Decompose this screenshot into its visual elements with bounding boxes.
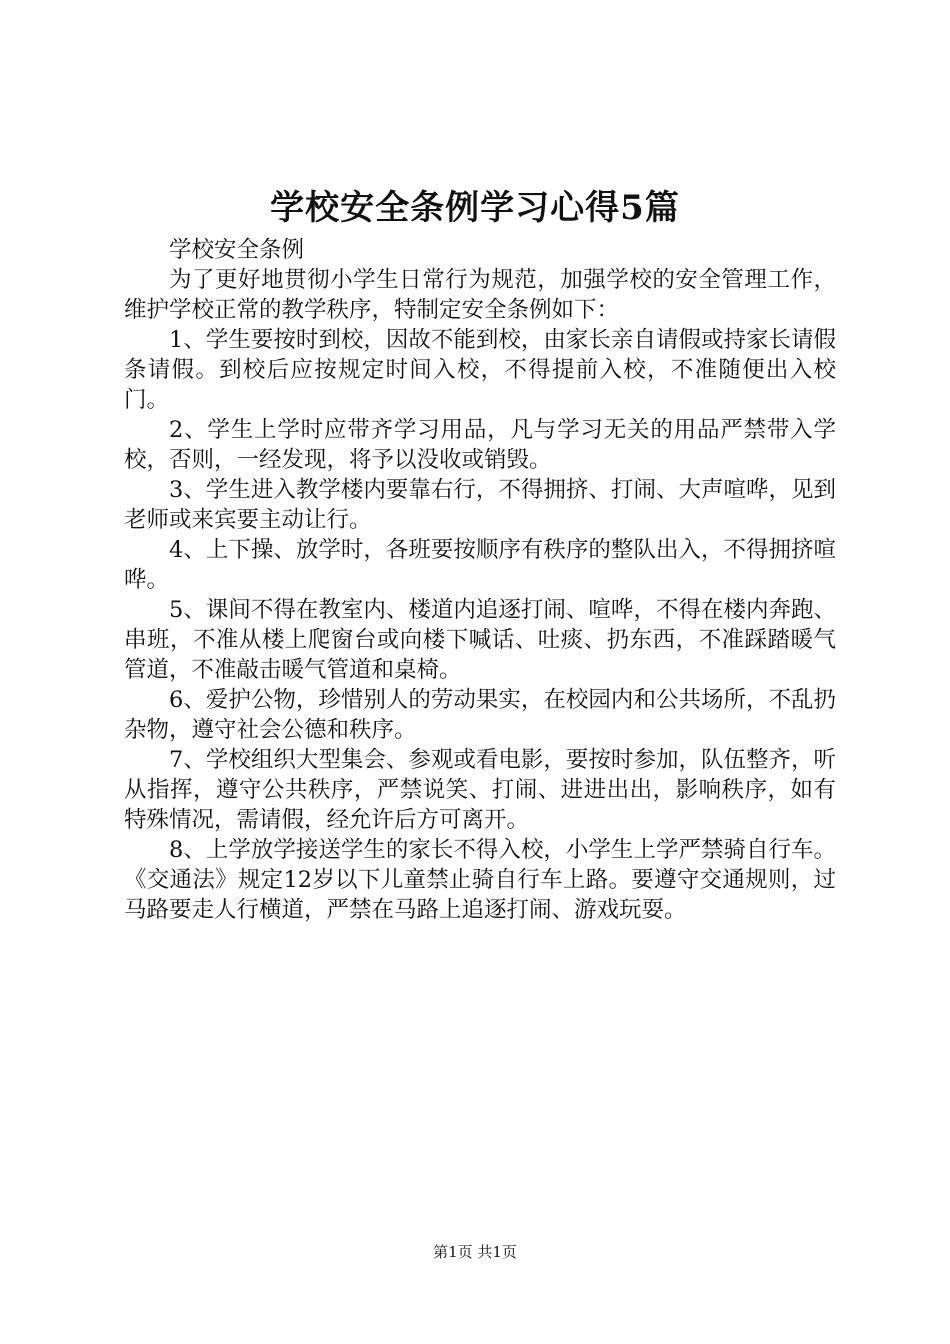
paragraph-rule-8: 8、上学放学接送学生的家长不得入校，小学生上学严禁骑自行车。《交通法》规定12岁以下儿童禁止骑自行车上路。要遵守交通规则，过马路要走人行横道，严禁在马路上追逐打闹、游戏玩耍。 (124, 837, 836, 923)
paragraph-rule-1: 1、学生要按时到校，因故不能到校，由家长亲自请假或持家长请假条请假。到校后应按规定时间入校，不得提前入校，不准随便出入校门。 (124, 327, 836, 413)
document-title: 学校安全条例学习心得5篇 (270, 188, 680, 228)
paragraph-rule-3: 3、学生进入教学楼内要靠右行，不得拥挤、打闹、大声喧哗，见到老师或来宾要主动让行。 (124, 477, 836, 533)
paragraph-heading: 学校安全条例 (169, 237, 305, 263)
paragraph-rule-5: 5、课间不得在教室内、楼道内追逐打闹、喧哗，不得在楼内奔跑、串班，不准从楼上爬窗台或向楼下喊话、吐痰、扔东西，不准踩踏暖气管道，不准敲击暖气管道和桌椅。 (124, 597, 836, 683)
paragraph-rule-6: 6、爱护公物，珍惜别人的劳动果实，在校园内和公共场所，不乱扔杂物，遵守社会公德和秩序。 (124, 687, 836, 743)
paragraph-intro: 为了更好地贯彻小学生日常行为规范，加强学校的安全管理工作，维护学校正常的教学秩序，特制定安全条例如下： (124, 267, 836, 323)
paragraph-rule-2: 2、学生上学时应带齐学习用品，凡与学习无关的用品严禁带入学校，否则，一经发现，将予以没收或销毁。 (124, 417, 836, 473)
paragraph-rule-7: 7、学校组织大型集会、参观或看电影，要按时参加，队伍整齐，听从指挥，遵守公共秩序，严禁说笑、打闹、进进出出，影响秩序，如有特殊情况，需请假，经允许后方可离开。 (124, 747, 836, 833)
page-footer: 第1页 共1页 (433, 1243, 517, 1261)
paragraph-rule-4: 4、上下操、放学时，各班要按顺序有秩序的整队出入，不得拥挤喧哗。 (124, 537, 836, 593)
document-body (124, 235, 836, 925)
